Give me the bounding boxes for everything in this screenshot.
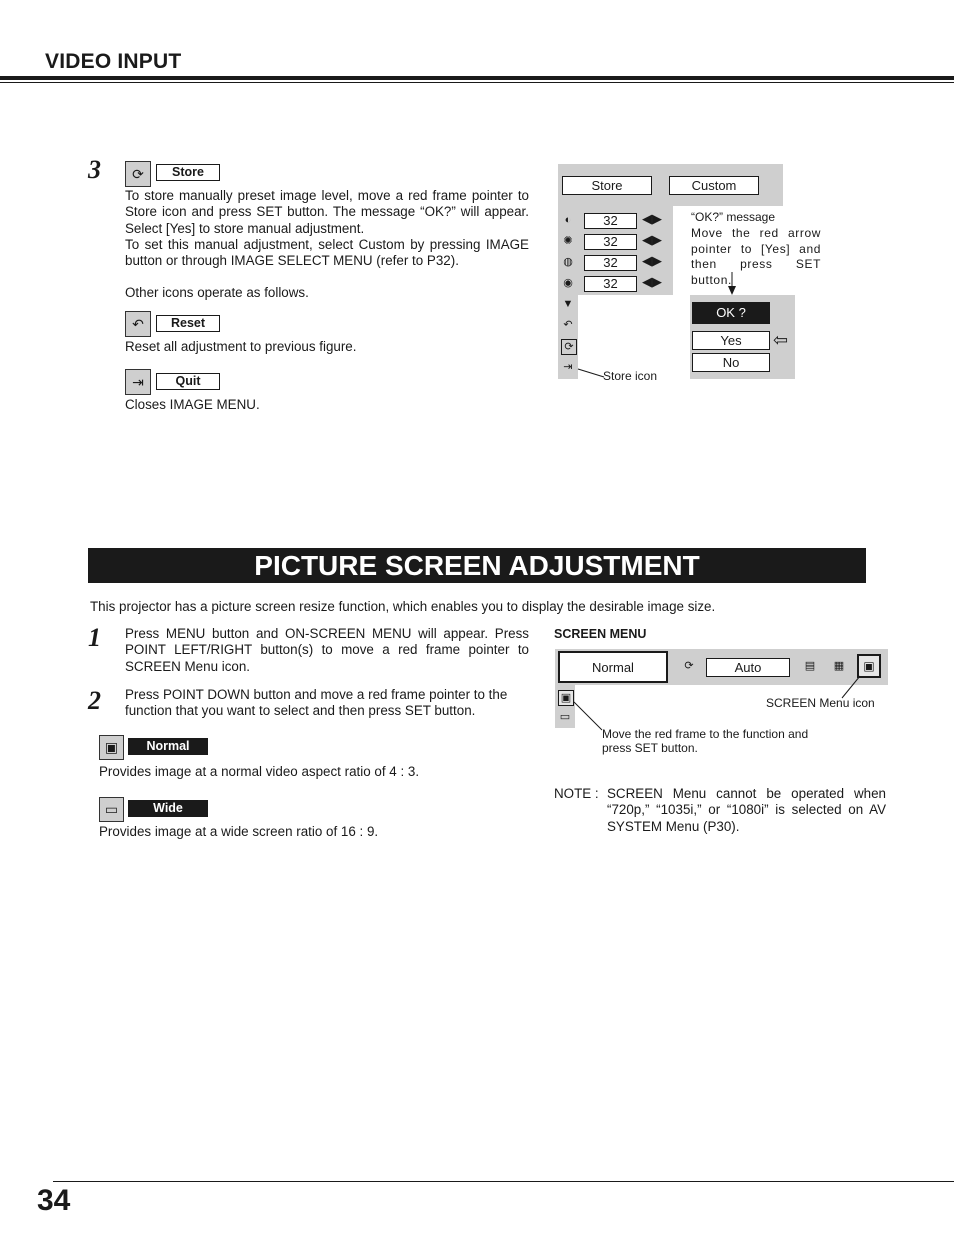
store-description: To store manually preset image level, move a red frame pointer to Store icon and press SET button. The message “OK?” will appear. Select [Yes] to store manual adjustment. (125, 188, 529, 236)
normal-label: Normal (128, 738, 208, 755)
frame-leader (572, 700, 606, 734)
no-button[interactable]: No (692, 353, 770, 372)
reset-description: Reset all adjustment to previous figure. (125, 339, 357, 354)
wide-small-icon[interactable]: ▭ (559, 711, 571, 723)
section-title: VIDEO INPUT (45, 50, 182, 73)
screen-menu-icon[interactable]: ▣ (857, 654, 881, 678)
adjust-arrows-icon[interactable]: ◀▶ (642, 232, 662, 247)
custom-button[interactable]: Custom (669, 176, 759, 195)
pointer-arrow (724, 272, 740, 296)
store-menu-icon: ⟳ (684, 660, 694, 672)
step-number: 1 (88, 623, 101, 652)
store-button[interactable]: Store (562, 176, 652, 195)
ok-caption: “OK?” message (691, 210, 776, 224)
color-value: 32 (584, 255, 637, 271)
contrast-value: 32 (584, 213, 637, 229)
quit-label: Quit (156, 373, 220, 390)
tint-value: 32 (584, 276, 637, 292)
picture-banner: PICTURE SCREEN ADJUSTMENT (88, 548, 866, 583)
brightness-value: 32 (584, 234, 637, 250)
quit-icon: ⇥ (125, 369, 151, 395)
reset-label: Reset (156, 315, 220, 332)
yes-button[interactable]: Yes (692, 331, 770, 350)
ok-instruction: Move the red arrow pointer to [Yes] and then press SET button. (691, 226, 821, 287)
image-menu-icon: ▤ (804, 660, 816, 672)
step-number: 2 (88, 686, 101, 715)
page-number: 34 (37, 1184, 71, 1217)
step1-text: Press MENU button and ON-SCREEN MENU will appear. Press POINT LEFT/RIGHT button(s) to move a red frame pointer to SCREEN Menu icon. (125, 626, 529, 674)
wide-description: Provides image at a wide screen ratio of 16 : 9. (99, 824, 379, 839)
ok-title: OK ? (692, 302, 770, 324)
screen-icon-caption: SCREEN Menu icon (766, 696, 875, 710)
wide-screen-icon: ▭ (99, 797, 124, 822)
reset-small-icon: ↶ (563, 319, 573, 331)
step-number: 3 (88, 155, 101, 184)
auto-button[interactable]: Auto (706, 658, 790, 677)
quit-description: Closes IMAGE MENU. (125, 397, 260, 412)
brightness-icon: ✺ (563, 235, 573, 247)
sharpness-icon: ▼ (562, 298, 574, 310)
store-small-icon[interactable]: ⟳ (561, 339, 577, 355)
adjust-arrows-icon[interactable]: ◀▶ (642, 211, 662, 226)
note-text: SCREEN Menu cannot be operated when “720p,” “1035i,” or “1080i” is selected on AV SYSTEM Menu (P30). (607, 786, 886, 834)
step2-text: Press POINT DOWN button and move a red frame pointer to the function that you want to select and then press SET button. (125, 687, 508, 719)
quit-small-icon: ⇥ (563, 361, 573, 373)
frame-caption: Move the red frame to the function and (602, 727, 809, 741)
header-rule (0, 76, 954, 80)
footer-rule (53, 1181, 954, 1182)
normal-screen-icon: ▣ (99, 735, 124, 760)
wide-label: Wide (128, 800, 208, 817)
other-icons-text: Other icons operate as follows. (125, 285, 309, 300)
red-arrow-pointer-icon: ⇦ (773, 330, 789, 350)
frame-caption: press SET button. (602, 741, 698, 755)
normal-small-icon[interactable]: ▣ (558, 690, 574, 706)
contrast-icon: ◐ (564, 214, 572, 226)
store-icon: ⟳ (125, 161, 151, 187)
intro-text: This projector has a picture screen resize function, which enables you to display the desirable image size. (90, 599, 716, 614)
custom-description: To set this manual adjustment, select Custom by pressing IMAGE button or through IMAGE SELECT MENU (refer to P32). (125, 237, 529, 269)
adjust-arrows-icon[interactable]: ◀▶ (642, 274, 662, 289)
store-label: Store (156, 164, 220, 181)
tint-icon: ◉ (563, 277, 573, 289)
reset-icon: ↶ (125, 311, 151, 337)
screen-menu-heading: SCREEN MENU (554, 627, 647, 641)
note-label: NOTE : (554, 786, 599, 801)
setting-menu-icon: ▦ (833, 660, 845, 672)
adjust-arrows-icon[interactable]: ◀▶ (642, 253, 662, 268)
normal-description: Provides image at a normal video aspect ratio of 4 : 3. (99, 764, 420, 779)
normal-button[interactable]: Normal (558, 651, 668, 683)
color-icon: ◍ (563, 256, 573, 268)
header-rule-thin (0, 82, 954, 83)
store-icon-leader (576, 366, 606, 380)
store-icon-caption: Store icon (603, 369, 658, 383)
